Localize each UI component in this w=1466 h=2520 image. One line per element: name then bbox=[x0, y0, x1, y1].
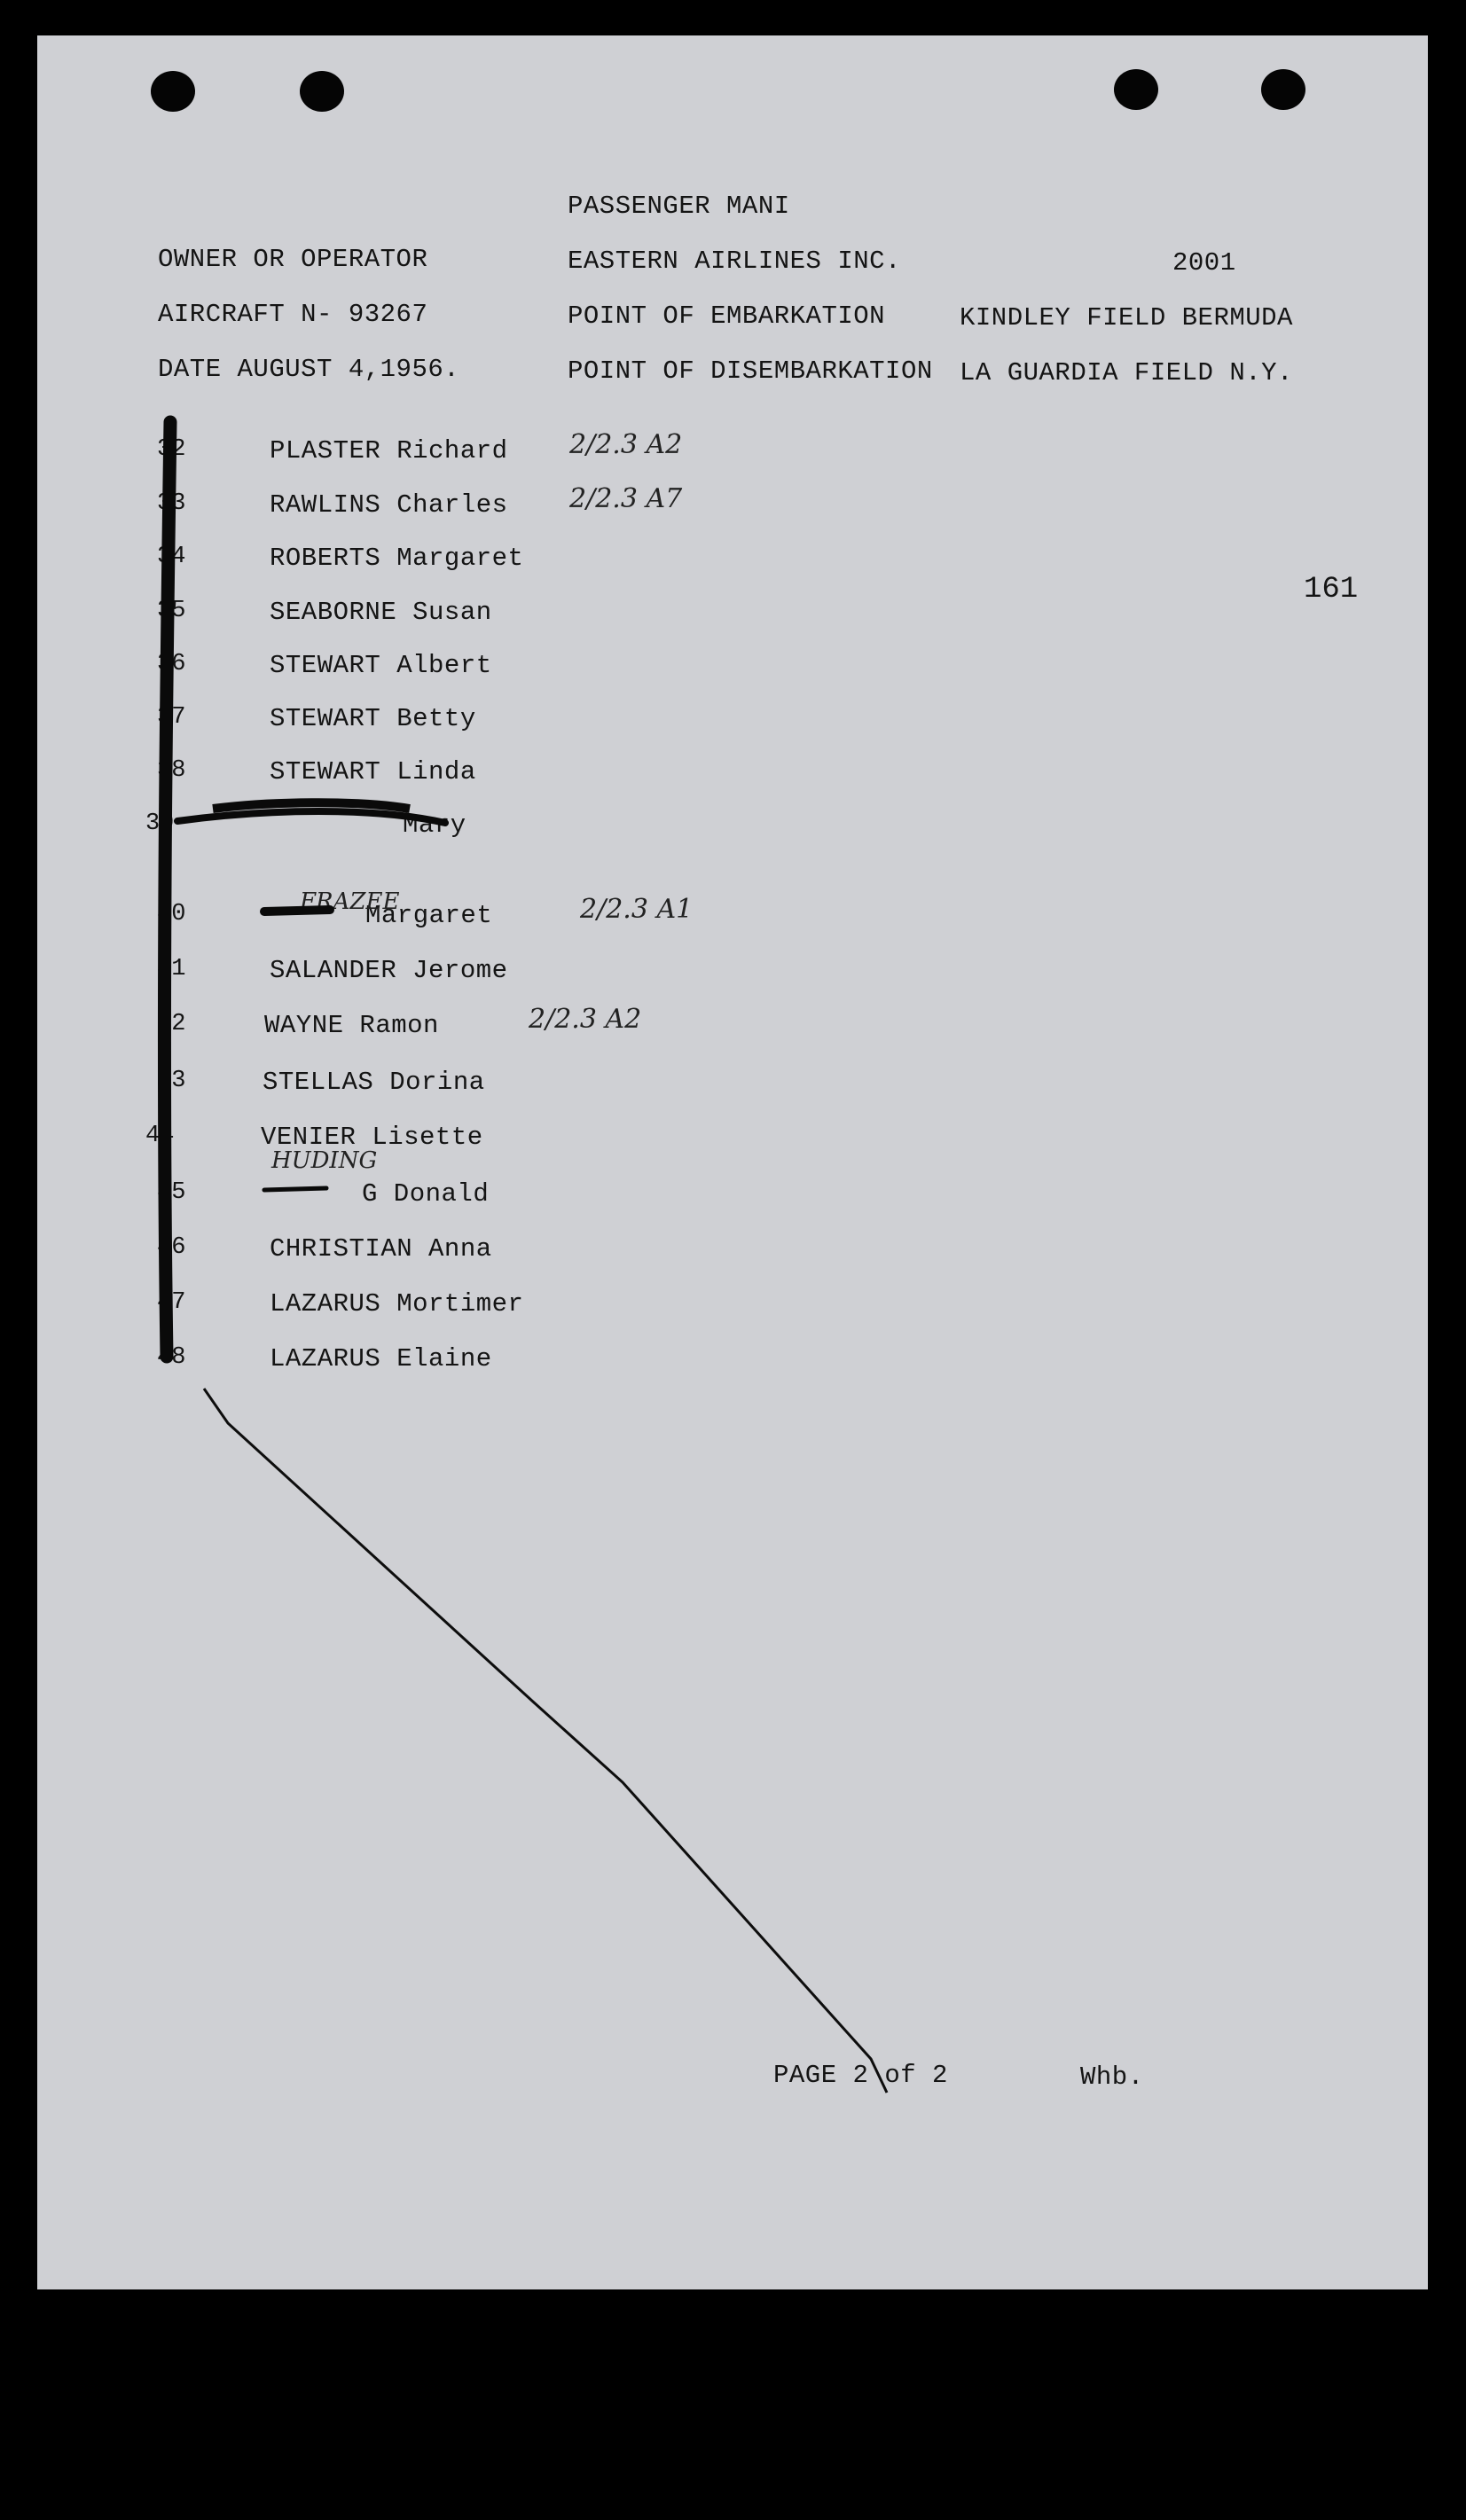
passenger-name: SEABORNE Susan bbox=[270, 598, 492, 627]
row-number: 40 bbox=[157, 901, 186, 927]
flight-reference: 2001 bbox=[1172, 248, 1236, 278]
punch-hole bbox=[151, 71, 195, 112]
diagonal-cancel-line bbox=[204, 1389, 887, 2093]
row-number: 35 bbox=[157, 598, 186, 624]
passenger-name: RAWLINS Charles bbox=[270, 490, 508, 520]
passenger-name: CHRISTIAN Anna bbox=[270, 1234, 492, 1264]
punch-hole bbox=[1261, 69, 1305, 110]
passenger-name: SALANDER Jerome bbox=[270, 956, 508, 985]
row-number: 37 bbox=[157, 704, 186, 731]
row-number: 39 bbox=[145, 810, 175, 837]
row-number: 38 bbox=[157, 757, 186, 784]
handwritten-correction: HUDING bbox=[271, 1147, 378, 1174]
manifest-date: DATE AUGUST 4,1956. bbox=[158, 355, 460, 384]
passenger-name: LAZARUS Mortimer bbox=[270, 1289, 524, 1319]
row-number: 46 bbox=[157, 1234, 186, 1261]
passenger-name: G Donald bbox=[362, 1179, 490, 1209]
embarkation-label: POINT OF EMBARKATION bbox=[568, 301, 886, 331]
passenger-name: WAYNE Ramon bbox=[264, 1011, 439, 1040]
passenger-name: PLASTER Richard bbox=[270, 436, 508, 466]
punch-hole bbox=[300, 71, 344, 112]
handwritten-note: 2/2.3 A2 bbox=[569, 429, 683, 460]
handwritten-note: 2/2.3 A1 bbox=[580, 894, 694, 925]
row-number: 36 bbox=[157, 651, 186, 677]
row-number: 33 bbox=[157, 490, 186, 517]
row-number: 47 bbox=[157, 1289, 186, 1316]
disembarkation-label: POINT OF DISEMBARKATION bbox=[568, 356, 933, 386]
row-number: 32 bbox=[157, 436, 186, 463]
clerk-initials: Whb. bbox=[1080, 2062, 1144, 2092]
embarkation-value: KINDLEY FIELD BERMUDA bbox=[960, 303, 1293, 333]
row-number: 48 bbox=[157, 1344, 186, 1371]
row-number: 42 bbox=[157, 1011, 186, 1037]
disembarkation-value: LA GUARDIA FIELD N.Y. bbox=[960, 358, 1293, 387]
passenger-name: STEWART Betty bbox=[270, 704, 476, 733]
passenger-name: STEWART Linda bbox=[270, 757, 476, 787]
manifest-title: PASSENGER MANI bbox=[568, 192, 790, 221]
row-number: 43 bbox=[157, 1068, 186, 1094]
passenger-name: LAZARUS Elaine bbox=[270, 1344, 492, 1373]
owner-label: OWNER OR OPERATOR bbox=[158, 245, 428, 274]
page-count: PAGE 2 of 2 bbox=[773, 2061, 948, 2090]
passenger-name: ROBERTS Margaret bbox=[270, 544, 524, 573]
row-number: 41 bbox=[157, 956, 186, 982]
passenger-name: VENIER Lisette bbox=[261, 1123, 483, 1152]
row-number: 44 bbox=[145, 1123, 175, 1149]
passenger-name: STELLAS Dorina bbox=[263, 1068, 485, 1097]
row-number: 34 bbox=[157, 544, 186, 570]
aircraft-number: AIRCRAFT N- 93267 bbox=[158, 300, 428, 329]
page-stamp-number: 161 bbox=[1304, 573, 1359, 607]
passenger-name: Mary bbox=[403, 810, 466, 840]
handwritten-note: 2/2.3 A2 bbox=[529, 1004, 642, 1035]
strike-through-mark bbox=[213, 802, 410, 809]
passenger-name: STEWART Albert bbox=[270, 651, 492, 680]
owner-value: EASTERN AIRLINES INC. bbox=[568, 247, 901, 276]
handwritten-correction: FRAZEE bbox=[300, 888, 400, 915]
manifest-page bbox=[37, 35, 1428, 2289]
handwritten-note: 2/2.3 A7 bbox=[569, 483, 683, 514]
passenger-name: Margaret bbox=[365, 901, 493, 930]
strike-through-mark bbox=[264, 1188, 326, 1190]
punch-hole bbox=[1114, 69, 1158, 110]
row-number: 45 bbox=[157, 1179, 186, 1206]
